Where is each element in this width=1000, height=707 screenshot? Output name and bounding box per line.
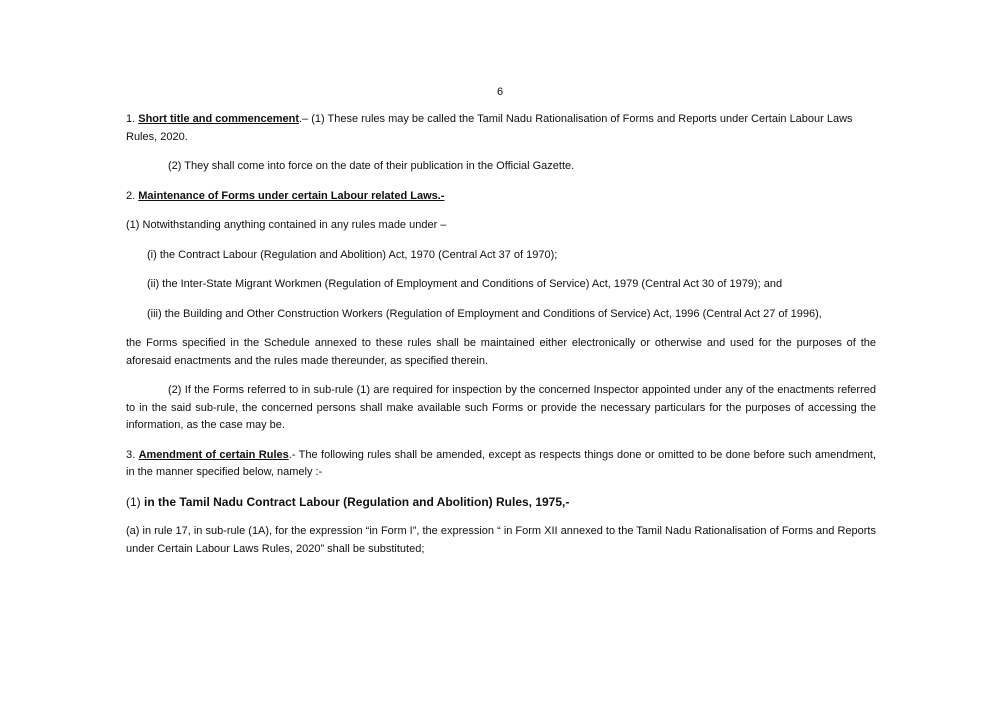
section-3-paragraph: [126, 447, 876, 482]
section-2-number: 2.: [126, 189, 139, 202]
section-3-heading: Amendment of certain Rules: [138, 448, 289, 461]
act-list-item: (iii) the Building and Other Construction Workers (Regulation of Employment and Conditions of Service) Act, 1996 (Central Act 27 of 1996),: [147, 307, 822, 320]
section-1-subrule-2: (2) They shall come into force on the date of their publication in the Official Gazette.: [168, 160, 575, 172]
act-list-item: (i) the Contract Labour (Regulation and Abolition) Act, 1970 (Central Act 37 of 1970);: [147, 248, 558, 261]
document-body: [126, 111, 876, 570]
section-3-text: .- The following rules shall be amended, except as respects things done or omitted to be done before such amendment, in the manner specified below, namely :-: [126, 448, 877, 478]
section-1-heading: Short title and commencement: [138, 113, 299, 125]
section-2-continuation: the Forms specified in the Schedule annexed to these rules shall be maintained either electronically or otherwise and used for the purposes of the aforesaid enactments and the rules made thereunder, as specified therein.: [126, 337, 876, 367]
section-2-heading: Maintenance of Forms under certain Labour related Laws.-: [138, 189, 445, 202]
act-list-item: (ii) the Inter-State Migrant Workmen (Regulation of Employment and Conditions of Service) Act, 1979 (Central Act 30 of 1979); and: [147, 278, 783, 290]
section-1-paragraph: [126, 111, 876, 146]
subrule-1-title: in the Tamil Nadu Contract Labour (Regulation and Abolition) Rules, 1975,-: [144, 494, 570, 509]
section-2-subrule-1: (1) Notwithstanding anything contained in any rules made under –: [126, 219, 447, 231]
section-1-text: (1) These rules may be called the Tamil Nadu Rationalisation of Forms and Reports under Certain Labour Laws Rules, 2020.: [126, 113, 853, 143]
section-2-heading-line: [126, 188, 876, 206]
section-3-number: 3.: [126, 448, 139, 461]
section-1-dash: .–: [299, 113, 312, 125]
section-1-number: 1.: [126, 113, 139, 125]
section-3-subrule-1-title: [126, 494, 876, 512]
page-number: 6: [496, 86, 504, 98]
subrule-1-number: (1): [126, 494, 144, 509]
section-3-clause-a: (a) in rule 17, in sub-rule (1A), for the expression “in Form I”, the expression “ in Form XII annexed to the Tamil Nadu Rationalisation of Forms and Reports under Certain Labour Laws Rules, 2020” shall be substituted;: [126, 525, 876, 555]
section-2-subrule-2: (2) If the Forms referred to in sub-rule (1) are required for inspection by the concerned Inspector appointed under any of the enactments referred to in the said sub-rule, the concerned persons shall make available such Forms or provide the necessary particulars for the purposes of accessing the information, as the case may be.: [126, 384, 876, 431]
